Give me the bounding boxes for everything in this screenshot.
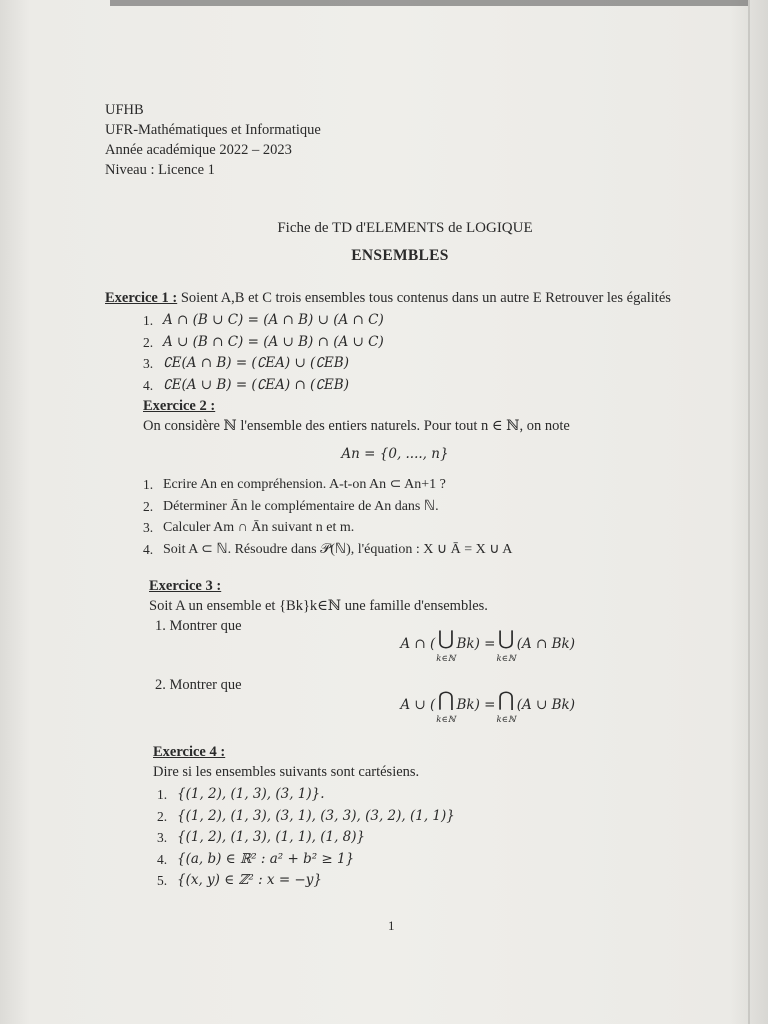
item-number: 2. — [143, 334, 154, 350]
exercise-1 — [105, 288, 685, 396]
formula-left: A ∩ ( — [400, 636, 436, 652]
item-number: 4. — [143, 377, 154, 393]
item-number: 5. — [157, 873, 168, 888]
exercise-4-list — [153, 784, 685, 892]
formula-mid: Bk) = — [456, 636, 496, 652]
item-number: 3. — [143, 356, 154, 371]
exercise-2-text: On considère ℕ l'ensemble des entiers naturels. Pour tout n ∈ ℕ, on note — [143, 418, 570, 434]
exercise-2-list — [105, 474, 685, 560]
list-item — [143, 332, 685, 354]
exercise-4 — [105, 742, 685, 892]
intersection-index: k∈ℕ — [436, 715, 456, 725]
item-text: {(1, 2), (1, 3), (3, 1)}. — [177, 786, 325, 802]
header-institution: UFHB — [105, 102, 144, 118]
item-text: ∁E(A ∩ B) = (∁EA) ∪ (∁EB) — [163, 355, 349, 371]
intersection-symbol: ⋂ — [497, 687, 515, 711]
item-number: 1. — [143, 313, 154, 328]
item-text: ∁E(A ∪ B) = (∁EA) ∩ (∁EB) — [163, 376, 349, 393]
exercise-1-heading: Exercice 1 : — [105, 290, 178, 306]
exercise-4-heading: Exercice 4 : — [153, 744, 226, 760]
union-symbol: ⋃ — [437, 626, 455, 650]
scan-top-edge — [110, 0, 750, 6]
exercise-2 — [105, 396, 685, 560]
intersection-index: k∈ℕ — [496, 715, 516, 725]
union-operator — [436, 628, 455, 669]
item-text: {(1, 2), (1, 3), (3, 1), (3, 3), (3, 2), (1, 1)} — [177, 807, 455, 824]
header-level: Niveau : Licence 1 — [105, 162, 215, 178]
item-number: 4. — [157, 851, 168, 867]
item-text: {(x, y) ∈ ℤ² : x = −y} — [177, 872, 322, 888]
item-text: {(a, b) ∈ ℝ² : a² + b² ≥ 1} — [177, 850, 355, 867]
item-text: Soit A ⊂ ℕ. Résoudre dans 𝒫(ℕ), l'équation : X ∪ Ā = X ∪ A — [163, 541, 513, 557]
formula-mid: Bk) = — [456, 697, 496, 713]
document-body — [105, 100, 685, 892]
document-title: Fiche de TD d'ELEMENTS de LOGIQUE — [277, 220, 533, 236]
union-symbol: ⋃ — [497, 626, 515, 650]
exercise-1-list — [105, 310, 685, 396]
union-index: k∈ℕ — [436, 654, 456, 664]
list-item — [143, 353, 685, 375]
list-item — [157, 806, 685, 828]
list-item — [157, 827, 685, 849]
list-item — [143, 517, 685, 539]
document-subtitle: ENSEMBLES — [351, 247, 449, 264]
item-text: A ∩ (B ∪ C) = (A ∩ B) ∪ (A ∩ C) — [163, 312, 384, 328]
scan-right-edge — [748, 0, 750, 1024]
formula-right: (A ∩ Bk) — [516, 636, 575, 652]
intersection-operator — [497, 689, 516, 730]
item-text: A ∪ (B ∩ C) = (A ∪ B) ∩ (A ∪ C) — [163, 333, 384, 350]
list-item — [143, 375, 685, 397]
list-item — [143, 496, 685, 518]
exercise-3 — [105, 576, 685, 730]
item-number: 2. — [157, 808, 168, 824]
exercise-3-q1-label: 1. Montrer que — [155, 618, 242, 634]
exercise-4-text: Dire si les ensembles suivants sont cartésiens. — [153, 764, 420, 780]
item-text: Ecrire An en compréhension. A-t-on An ⊂ An+1 ? — [163, 477, 446, 492]
formula-right: (A ∪ Bk) — [516, 697, 575, 713]
item-number: 4. — [143, 541, 154, 557]
item-number: 2. — [143, 498, 154, 514]
header-year: Année académique 2022 – 2023 — [105, 142, 292, 158]
exercise-2-equation: An = {0, ...., n} — [341, 446, 449, 462]
exercise-3-q2-label: 2. Montrer que — [155, 677, 242, 693]
exercise-2-heading: Exercice 2 : — [143, 398, 216, 414]
list-item — [157, 849, 685, 871]
intersection-symbol: ⋂ — [437, 687, 455, 711]
list-item — [157, 870, 685, 892]
exercise-3-formula-2 — [149, 689, 685, 730]
union-index: k∈ℕ — [496, 654, 516, 664]
item-number: 3. — [143, 520, 154, 535]
exercise-1-text: Soient A,B et C trois ensembles tous contenus dans un autre E Retrouver les égalités — [177, 290, 671, 306]
list-item — [143, 539, 685, 561]
header-ufr: UFR-Mathématiques et Informatique — [105, 122, 321, 138]
list-item — [143, 310, 685, 332]
intersection-operator — [436, 689, 455, 730]
item-text: {(1, 2), (1, 3), (1, 1), (1, 8)} — [177, 829, 366, 845]
exercise-3-heading: Exercice 3 : — [149, 578, 222, 594]
item-text: Déterminer Ān le complémentaire de An dans ℕ. — [163, 498, 439, 514]
list-item — [157, 784, 685, 806]
item-text: Calculer Am ∩ Ān suivant n et m. — [163, 520, 355, 535]
item-number: 1. — [157, 787, 168, 802]
union-operator — [497, 628, 516, 669]
list-item — [143, 474, 685, 496]
exercise-3-text: Soit A un ensemble et {Bk}k∈ℕ une famille d'ensembles. — [149, 598, 488, 614]
item-number: 3. — [157, 830, 168, 845]
page-number: 1 — [388, 918, 395, 933]
item-number: 1. — [143, 477, 154, 492]
exercise-1-statement — [105, 288, 685, 308]
formula-left: A ∪ ( — [400, 697, 436, 713]
